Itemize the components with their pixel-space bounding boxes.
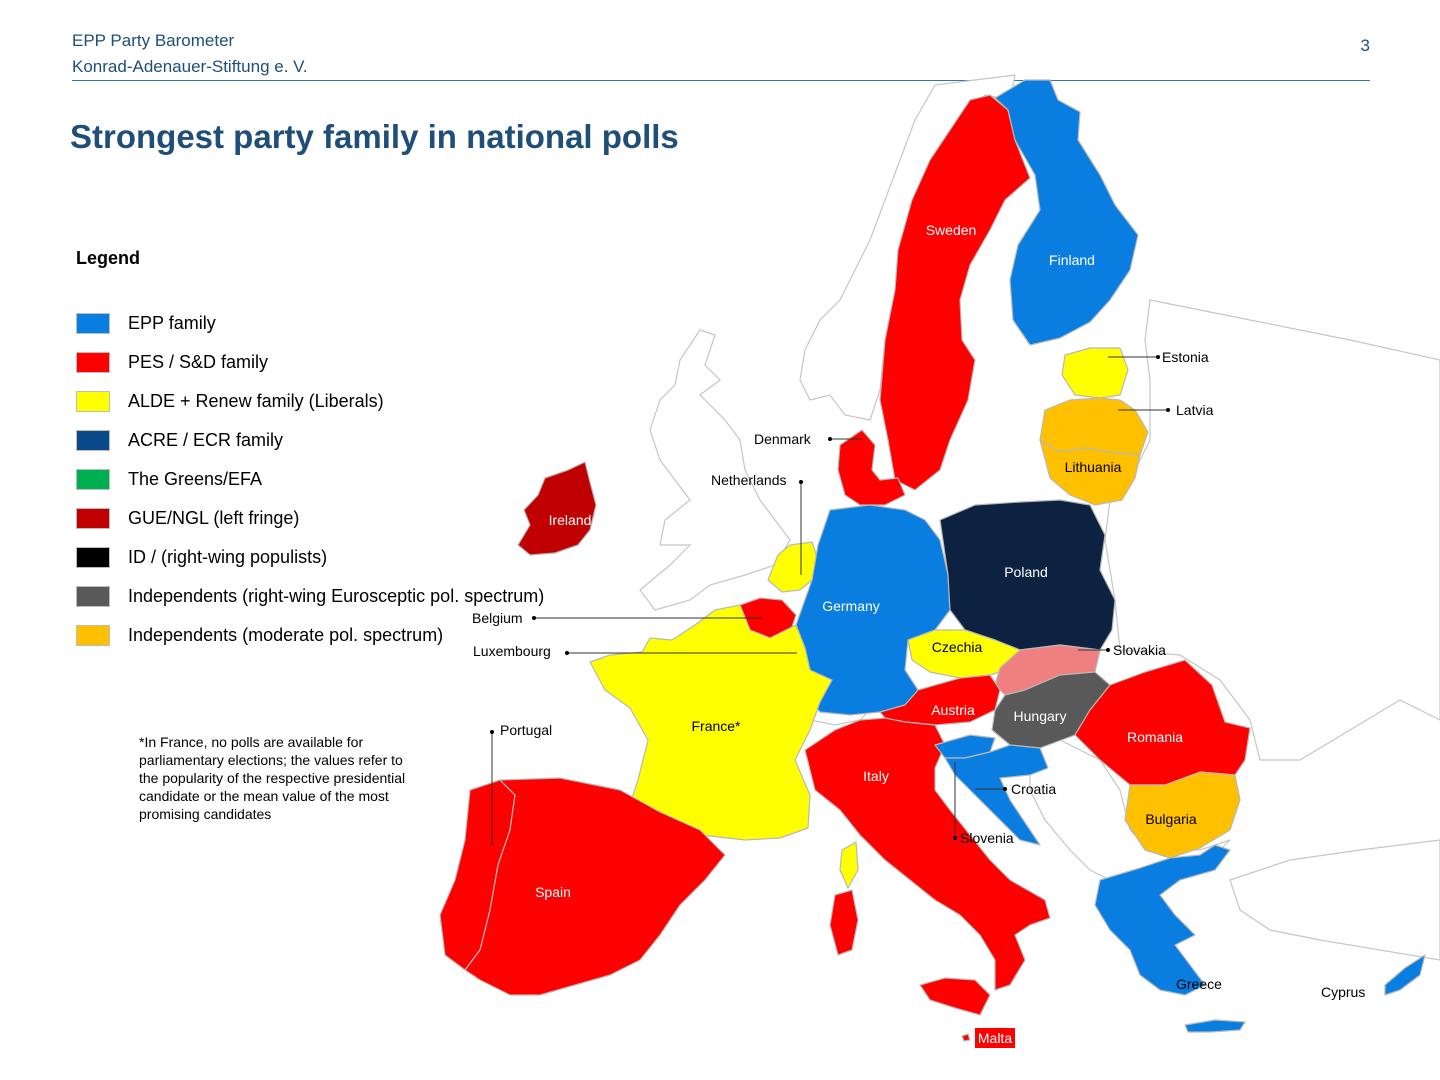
country-malta: [962, 1034, 970, 1041]
legend-item: [76, 616, 544, 655]
label-ireland: Ireland: [548, 512, 592, 528]
legend-swatch: [76, 586, 110, 607]
country-finland: [995, 80, 1138, 345]
label-croatia: Croatia: [1011, 781, 1057, 797]
label-portugal: Portugal: [500, 722, 553, 738]
label-finland: Finland: [1049, 252, 1095, 268]
label-austria: Austria: [931, 702, 975, 718]
legend-label: The Greens/EFA: [128, 469, 263, 489]
label-czechia: Czechia: [931, 639, 983, 655]
label-germany: Germany: [822, 598, 880, 614]
label-latvia: Latvia: [1176, 402, 1214, 418]
legend-label: Independents (moderate pol. spectrum): [128, 625, 444, 645]
legend-item: [76, 421, 544, 460]
country-cyprus: [1385, 955, 1425, 995]
country-corsica: [840, 842, 858, 888]
legend-swatch: [76, 313, 110, 334]
legend-label: ID / (right-wing populists): [128, 547, 328, 567]
legend-item: [76, 460, 544, 499]
label-malta: Malta: [977, 1030, 1013, 1046]
label-cyprus: Cyprus: [1321, 984, 1366, 1000]
label-france: France*: [691, 718, 741, 734]
page-title: Strongest party family in national polls: [70, 118, 679, 155]
label-spain: Spain: [535, 884, 571, 900]
label-slovenia: Slovenia: [960, 830, 1014, 846]
label-greece: Greece: [1176, 976, 1222, 992]
legend-swatch: [76, 547, 110, 568]
legend-item: [76, 382, 544, 421]
legend-item: [76, 343, 544, 382]
legend-swatch: [76, 352, 110, 373]
page-number: 3: [1360, 36, 1370, 55]
report-name: EPP Party Barometer: [72, 31, 235, 50]
legend-swatch: [76, 469, 110, 490]
legend-item: [76, 499, 544, 538]
label-italy: Italy: [863, 768, 889, 784]
country-latvia: [1040, 398, 1148, 455]
legend-swatch: [76, 625, 110, 646]
label-belgium: Belgium: [472, 610, 523, 626]
legend-label: GUE/NGL (left fringe): [128, 508, 300, 528]
legend-item: [76, 538, 544, 577]
legend-label: PES / S&D family: [128, 352, 269, 372]
legend-title: Legend: [76, 248, 141, 268]
legend-item: [76, 304, 544, 343]
legend-swatch: [76, 430, 110, 451]
organization-name: Konrad-Adenauer-Stiftung e. V.: [72, 57, 308, 76]
legend-item: [76, 577, 544, 616]
country-crete: [1185, 1020, 1245, 1032]
label-poland: Poland: [1004, 564, 1048, 580]
footnote: *In France, no polls are available for parliamentary elections; the values refer to the popularity of the respective presidential candidate or the mean value of the most promising candidates: [139, 734, 406, 822]
label-netherlands: Netherlands: [711, 472, 787, 488]
legend-swatch: [76, 508, 110, 529]
label-slovakia: Slovakia: [1113, 642, 1166, 658]
label-luxembourg: Luxembourg: [473, 643, 551, 659]
legend-label: ALDE + Renew family (Liberals): [128, 391, 384, 411]
label-bulgaria: Bulgaria: [1145, 811, 1197, 827]
label-sweden: Sweden: [925, 222, 977, 238]
country-sardinia: [830, 890, 858, 955]
country-estonia: [1062, 348, 1128, 398]
legend-swatch: [76, 391, 110, 412]
label-hungary: Hungary: [1013, 708, 1067, 724]
legend-label: Independents (right-wing Eurosceptic pol. spectrum): [128, 586, 545, 606]
uk-outline: [640, 330, 790, 610]
country-sicily: [920, 978, 990, 1015]
label-estonia: Estonia: [1162, 349, 1209, 365]
label-lithuania: Lithuania: [1064, 459, 1122, 475]
label-denmark: Denmark: [754, 431, 811, 447]
legend-label: ACRE / ECR family: [128, 430, 284, 450]
legend: [76, 304, 544, 655]
legend-label: EPP family: [128, 313, 216, 333]
turkey-outline: [1230, 840, 1440, 960]
label-romania: Romania: [1126, 729, 1184, 745]
